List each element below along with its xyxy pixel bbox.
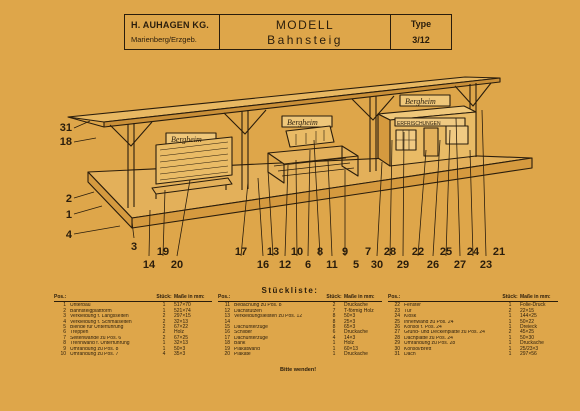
part-size: 517×70: [174, 302, 191, 309]
part-name: Innenwand zu Pos. 24: [404, 319, 454, 325]
part-size: Druckache: [344, 329, 368, 336]
part-size: 45×25: [520, 329, 535, 336]
col-size: Maße in mm:: [174, 294, 205, 300]
part-pos: 19: [224, 345, 230, 352]
part-name: Umrandung zu Pos. 7: [70, 352, 119, 358]
company-name: H. AUHAGEN KG.: [131, 20, 209, 30]
part-qty: 1: [162, 340, 166, 347]
part-pos: 16: [224, 329, 230, 336]
part-qty: 1: [508, 340, 512, 347]
part-size: 297×56: [520, 351, 537, 358]
part-qty: 2: [162, 334, 166, 341]
callout-21: 21: [492, 246, 506, 258]
part-pos: 28: [394, 334, 400, 341]
part-pos: 20: [224, 351, 230, 358]
part-size: 521×74: [174, 307, 191, 314]
part-name: Dachunterzüge: [234, 325, 268, 331]
parts-table-1: [54, 295, 212, 357]
callout-8: 8: [316, 246, 324, 258]
part-size: Holz: [344, 340, 355, 347]
callout-24: 24: [466, 246, 480, 258]
table-row: [218, 352, 382, 357]
callout-19: 19: [156, 246, 170, 258]
part-qty: 1: [508, 351, 512, 358]
callout-12: 12: [278, 259, 292, 271]
kiosk-side: [378, 114, 390, 166]
part-pos: 12: [224, 307, 230, 314]
table-header: [218, 295, 382, 302]
callout-14: 14: [142, 259, 156, 271]
part-name: Seitenwände zu Pos. 6: [70, 335, 122, 341]
part-pos: 7: [63, 334, 66, 341]
part-pos: 25: [394, 318, 400, 325]
callout-7: 7: [364, 246, 372, 258]
part-qty: 1: [508, 302, 512, 309]
part-size: 32×13: [174, 318, 189, 325]
part-qty: 2: [162, 329, 166, 336]
part-size: Dreieck: [520, 324, 537, 331]
callout-27: 27: [453, 259, 467, 271]
col-pos: Pos.:: [388, 294, 401, 300]
sign-text-2: Bergheim: [287, 118, 318, 127]
callout-16: 16: [256, 259, 270, 271]
callout-30: 30: [370, 259, 384, 271]
part-name: Treppen: [70, 330, 89, 336]
part-qty: 8: [332, 324, 336, 331]
col-desc: [234, 295, 324, 300]
part-size: 22×15: [520, 307, 535, 314]
part-size: Holz: [174, 329, 185, 336]
callout-31: 31: [59, 122, 72, 134]
part-pos: 10: [60, 351, 66, 358]
part-pos: 27: [394, 329, 400, 336]
part-name: Dachunterzüge: [234, 335, 268, 341]
part-pos: 24: [394, 313, 400, 320]
callout-10: 10: [290, 246, 304, 258]
part-pos: 8: [63, 340, 66, 347]
part-pos: 22: [394, 302, 400, 309]
part-size: 50×30: [520, 334, 535, 341]
part-name: Konsol f. Pos. 24: [404, 325, 442, 331]
col-desc: [404, 295, 500, 300]
col-pos: Pos.:: [218, 294, 231, 300]
callout-25: 25: [439, 246, 453, 258]
sign-text-1: Bergheim: [171, 135, 202, 144]
part-pos: 23: [394, 307, 400, 314]
part-qty: 8: [332, 318, 336, 325]
part-pos: 5: [63, 324, 66, 331]
part-pos: 14: [224, 318, 230, 325]
part-pos: 13: [224, 313, 230, 320]
part-name: Bank: [234, 341, 246, 347]
part-qty: 1: [508, 324, 512, 331]
part-qty: 1: [508, 318, 512, 325]
part-size: T-förmig Holz: [344, 307, 374, 314]
part-qty: 2: [332, 302, 336, 309]
col-qty: Stück:: [326, 294, 342, 300]
col-pos: Pos.:: [54, 294, 67, 300]
part-name: Dachplatte zu Pos. 24: [404, 335, 453, 341]
part-size: Folie-Druck: [520, 302, 546, 309]
part-qty: 1: [162, 345, 166, 352]
part-name: Trennwand f. Unterführung: [70, 341, 130, 347]
part-pos: 30: [394, 345, 400, 352]
table-header: [54, 295, 212, 302]
underpass-roof: [286, 126, 334, 147]
part-name: Plakatwand: [234, 346, 260, 352]
model-label: MODELL: [275, 18, 335, 32]
part-name: Tür: [404, 308, 412, 314]
part-size: Druckache: [520, 340, 544, 347]
part-name: Umrandung zu Pos. 8: [70, 346, 119, 352]
callout-22: 22: [411, 246, 425, 258]
callout-29: 29: [396, 259, 410, 271]
part-name: Fenster: [404, 303, 421, 309]
part-name: Dach: [404, 352, 416, 358]
part-pos: 17: [224, 334, 230, 341]
part-qty: 1: [508, 345, 512, 352]
part-size: 35×3: [174, 351, 186, 358]
part-pos: 11: [224, 302, 230, 309]
part-qty: 1: [332, 351, 336, 358]
part-name: Dachstützen: [234, 308, 262, 314]
part-qty: 1: [332, 345, 336, 352]
part-name: Verkleidungsleisten zu Pos. 12: [234, 314, 303, 320]
part-name: Umrandung zu Pos. 28: [404, 341, 456, 347]
callout-13: 13: [266, 246, 280, 258]
col-size: Maße in mm:: [344, 294, 375, 300]
part-size: 67×25: [174, 334, 189, 341]
part-pos: 3: [63, 313, 66, 320]
part-qty: 8: [332, 313, 336, 320]
part-pos: 26: [394, 324, 400, 331]
part-size: 297×15: [174, 313, 191, 320]
parts-table-3: [388, 295, 558, 357]
footer-note: Bitte wenden!: [280, 367, 317, 373]
part-pos: 29: [394, 340, 400, 347]
part-name: Bahnsteigplattform: [70, 308, 112, 314]
part-name: Bedachung zu Pos. 8: [234, 303, 282, 309]
callout-6: 6: [304, 259, 312, 271]
part-qty: 4: [332, 334, 336, 341]
part-qty: 2: [162, 318, 166, 325]
part-name: Verkleidung f. Schmalseiten: [70, 319, 132, 325]
part-size: Druckache: [344, 351, 368, 358]
callout-28: 28: [383, 246, 397, 258]
table-row: [388, 352, 558, 357]
part-qty: 4: [162, 351, 166, 358]
callout-3: 3: [130, 241, 138, 253]
part-qty: 1: [332, 340, 336, 347]
part-name: Unterbau: [70, 303, 91, 309]
col-qty: Stück:: [156, 294, 172, 300]
part-qty: 2: [508, 307, 512, 314]
callout-20: 20: [170, 259, 184, 271]
part-pos: 4: [63, 318, 66, 325]
part-qty: 6: [332, 329, 336, 336]
part-name: Kiosk: [404, 314, 417, 320]
part-pos: 18: [224, 340, 230, 347]
brace-2: [224, 110, 266, 134]
part-size: 32×13: [174, 340, 189, 347]
sign-text-3: Bergheim: [405, 97, 436, 106]
part-size: 50×3: [344, 313, 356, 320]
part-qty: 2: [508, 329, 512, 336]
part-size: 65×3: [344, 324, 356, 331]
callout-17: 17: [234, 246, 248, 258]
part-size: 50×22: [520, 318, 535, 325]
callout-23: 23: [479, 259, 493, 271]
callout-11: 11: [326, 259, 338, 271]
part-name: Grund- und Deckenplatte zu Pos. 24: [404, 330, 485, 336]
table-row: [54, 352, 212, 357]
callout-2: 2: [65, 193, 72, 205]
table-header: [388, 295, 558, 302]
part-size: 25/23×3: [520, 345, 539, 352]
part-name: Plakate: [234, 352, 251, 358]
part-pos: 6: [63, 329, 66, 336]
part-name: Verkleidung f. Längsseiten: [70, 314, 129, 320]
parts-list-title: Stückliste:: [261, 286, 319, 295]
kiosk-sign-text: ERFRISCHUNGEN: [397, 121, 441, 127]
parts-table-2: [218, 295, 382, 357]
callout-1: 1: [65, 209, 72, 221]
part-name: Konsol/Brett: [404, 346, 432, 352]
part-qty: 1: [508, 313, 512, 320]
part-size: 50×3: [174, 345, 186, 352]
part-qty: 1: [508, 334, 512, 341]
part-pos: 9: [63, 345, 66, 352]
part-pos: 2: [63, 307, 66, 314]
part-size: 67×22: [174, 324, 189, 331]
part-qty: 7: [332, 307, 336, 314]
part-pos: 15: [224, 324, 230, 331]
part-name: Schilder: [234, 330, 253, 336]
col-size: Maße in mm:: [520, 294, 551, 300]
part-pos: 31: [394, 351, 400, 358]
model-name: Bahnsteig: [267, 33, 343, 47]
col-qty: Stück:: [502, 294, 518, 300]
part-qty: 2: [162, 313, 166, 320]
col-desc: [70, 295, 154, 300]
callout-26: 26: [426, 259, 440, 271]
type-number: 3/12: [412, 35, 430, 45]
type-label: Type: [410, 19, 432, 29]
part-qty: 1: [162, 302, 166, 309]
part-size: 25×3: [344, 318, 356, 325]
part-size: Druckache: [344, 302, 368, 309]
part-name: Blende für Unterführung: [70, 325, 124, 331]
callout-9: 9: [341, 246, 349, 258]
part-size: 60×13: [344, 345, 359, 352]
part-qty: 1: [162, 307, 166, 314]
company-city: Marienberg/Erzgeb.: [131, 35, 197, 44]
part-pos: 1: [63, 302, 66, 309]
part-size: 144×25: [520, 313, 537, 320]
callout-5: 5: [352, 259, 360, 271]
part-size: 14×3: [344, 334, 356, 341]
part-qty: 2: [162, 324, 166, 331]
callout-4: 4: [65, 229, 72, 241]
callout-18: 18: [59, 136, 72, 148]
